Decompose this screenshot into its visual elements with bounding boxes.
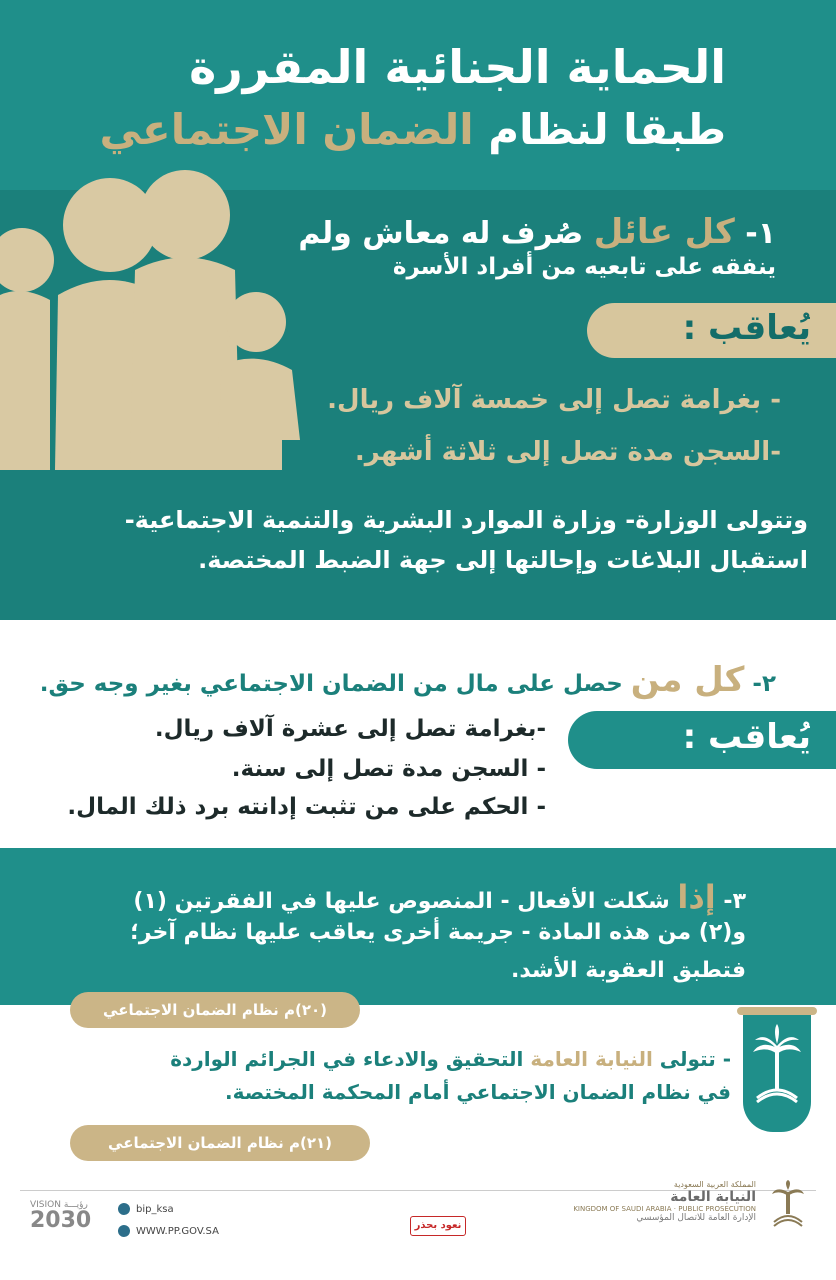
subtitle-text: طبقا لنظام (473, 105, 726, 154)
badge-top-bar (737, 1007, 817, 1015)
twitter-link[interactable]: bip_ksa (118, 1203, 219, 1215)
section-2-highlight: كل من (630, 660, 745, 700)
section-4-highlight: النيابة العامة (530, 1047, 653, 1071)
organization-block: المملكة العربية السعودية النيابة العامة KINGDOM OF SAUDI ARABIA · PUBLIC PROSECUTION الإدارة العامة للاتصال المؤسسي (573, 1180, 756, 1223)
page-subtitle (100, 105, 726, 154)
section-1-subheading: ينفقه على تابعيه من أفراد الأسرة (392, 254, 776, 280)
section-3-line3: فتطبق العقوبة الأشد. (510, 958, 746, 983)
article-21-reference: (٢١)م نظام الضمان الاجتماعي (70, 1125, 370, 1161)
child-left-body (0, 291, 50, 470)
section-1-note-line1: وتتولى الوزارة- وزارة الموارد البشرية والتنمية الاجتماعية- (124, 506, 808, 534)
section-3-heading: ٣- إذا شكلت الأفعال - المنصوص عليها في الفقرتين (١) (133, 878, 746, 916)
family-illustration (0, 170, 310, 470)
social-links (118, 1203, 219, 1247)
child-left-head (0, 228, 54, 292)
vision-2030-logo: VISION رؤيـــة 2030 (30, 1200, 92, 1233)
child-right-head (226, 292, 286, 352)
section-2-penalty-fine: -بغرامة تصل إلى عشرة آلاف ريال. (154, 716, 546, 742)
section-2-penalty-restitution: - الحكم على من تثبت إدانته برد ذلك المال. (67, 794, 546, 820)
section-2-heading: ٢- كل من حصل على مال من الضمان الاجتماعي بغير وجه حق. (39, 660, 776, 700)
header-banner (0, 0, 836, 190)
section-3-highlight: إذا (677, 878, 716, 916)
prosecution-badge (743, 1010, 811, 1132)
section-3-line2: و(٢) من هذه المادة - جريمة أخرى يعاقب عليها نظام آخر؛ (130, 920, 746, 945)
palm-swords-icon (743, 1010, 811, 1132)
twitter-icon (118, 1203, 130, 1215)
section-2-penalty-prison: - السجن مدة تصل إلى سنة. (231, 756, 546, 782)
page-title: الحماية الجنائية المقررة (189, 40, 726, 94)
website-link[interactable]: WWW.PP.GOV.SA (118, 1225, 219, 1237)
section-1-note-line2: استقبال البلاغات وإحالتها إلى جهة الضبط المختصة. (198, 546, 808, 574)
section-1-highlight: كل عائل (593, 212, 735, 252)
section-1-heading: ١- كل عائل صُرف له معاش ولم (298, 212, 776, 252)
section-1-penalty-prison: -السجن مدة تصل إلى ثلاثة أشهر. (354, 437, 781, 467)
article-20-reference: (٢٠)م نظام الضمان الاجتماعي (70, 992, 360, 1028)
punishment-label-1: يُعاقب : (587, 303, 836, 358)
section-4-line2: في نظام الضمان الاجتماعي أمام المحكمة المختصة. (224, 1080, 731, 1104)
saudi-emblem-icon (768, 1180, 808, 1230)
section-4-line1: - تتولى النيابة العامة التحقيق والادعاء في الجرائم الواردة (170, 1047, 731, 1071)
punishment-label-2: يُعاقب : (568, 711, 836, 769)
section-1-penalty-fine: - بغرامة تصل إلى خمسة آلاف ريال. (327, 385, 781, 415)
subtitle-highlight: الضمان الاجتماعي (99, 105, 474, 154)
campaign-tag: نعود بحذر (410, 1216, 466, 1236)
globe-icon (118, 1225, 130, 1237)
father-head (140, 170, 230, 260)
